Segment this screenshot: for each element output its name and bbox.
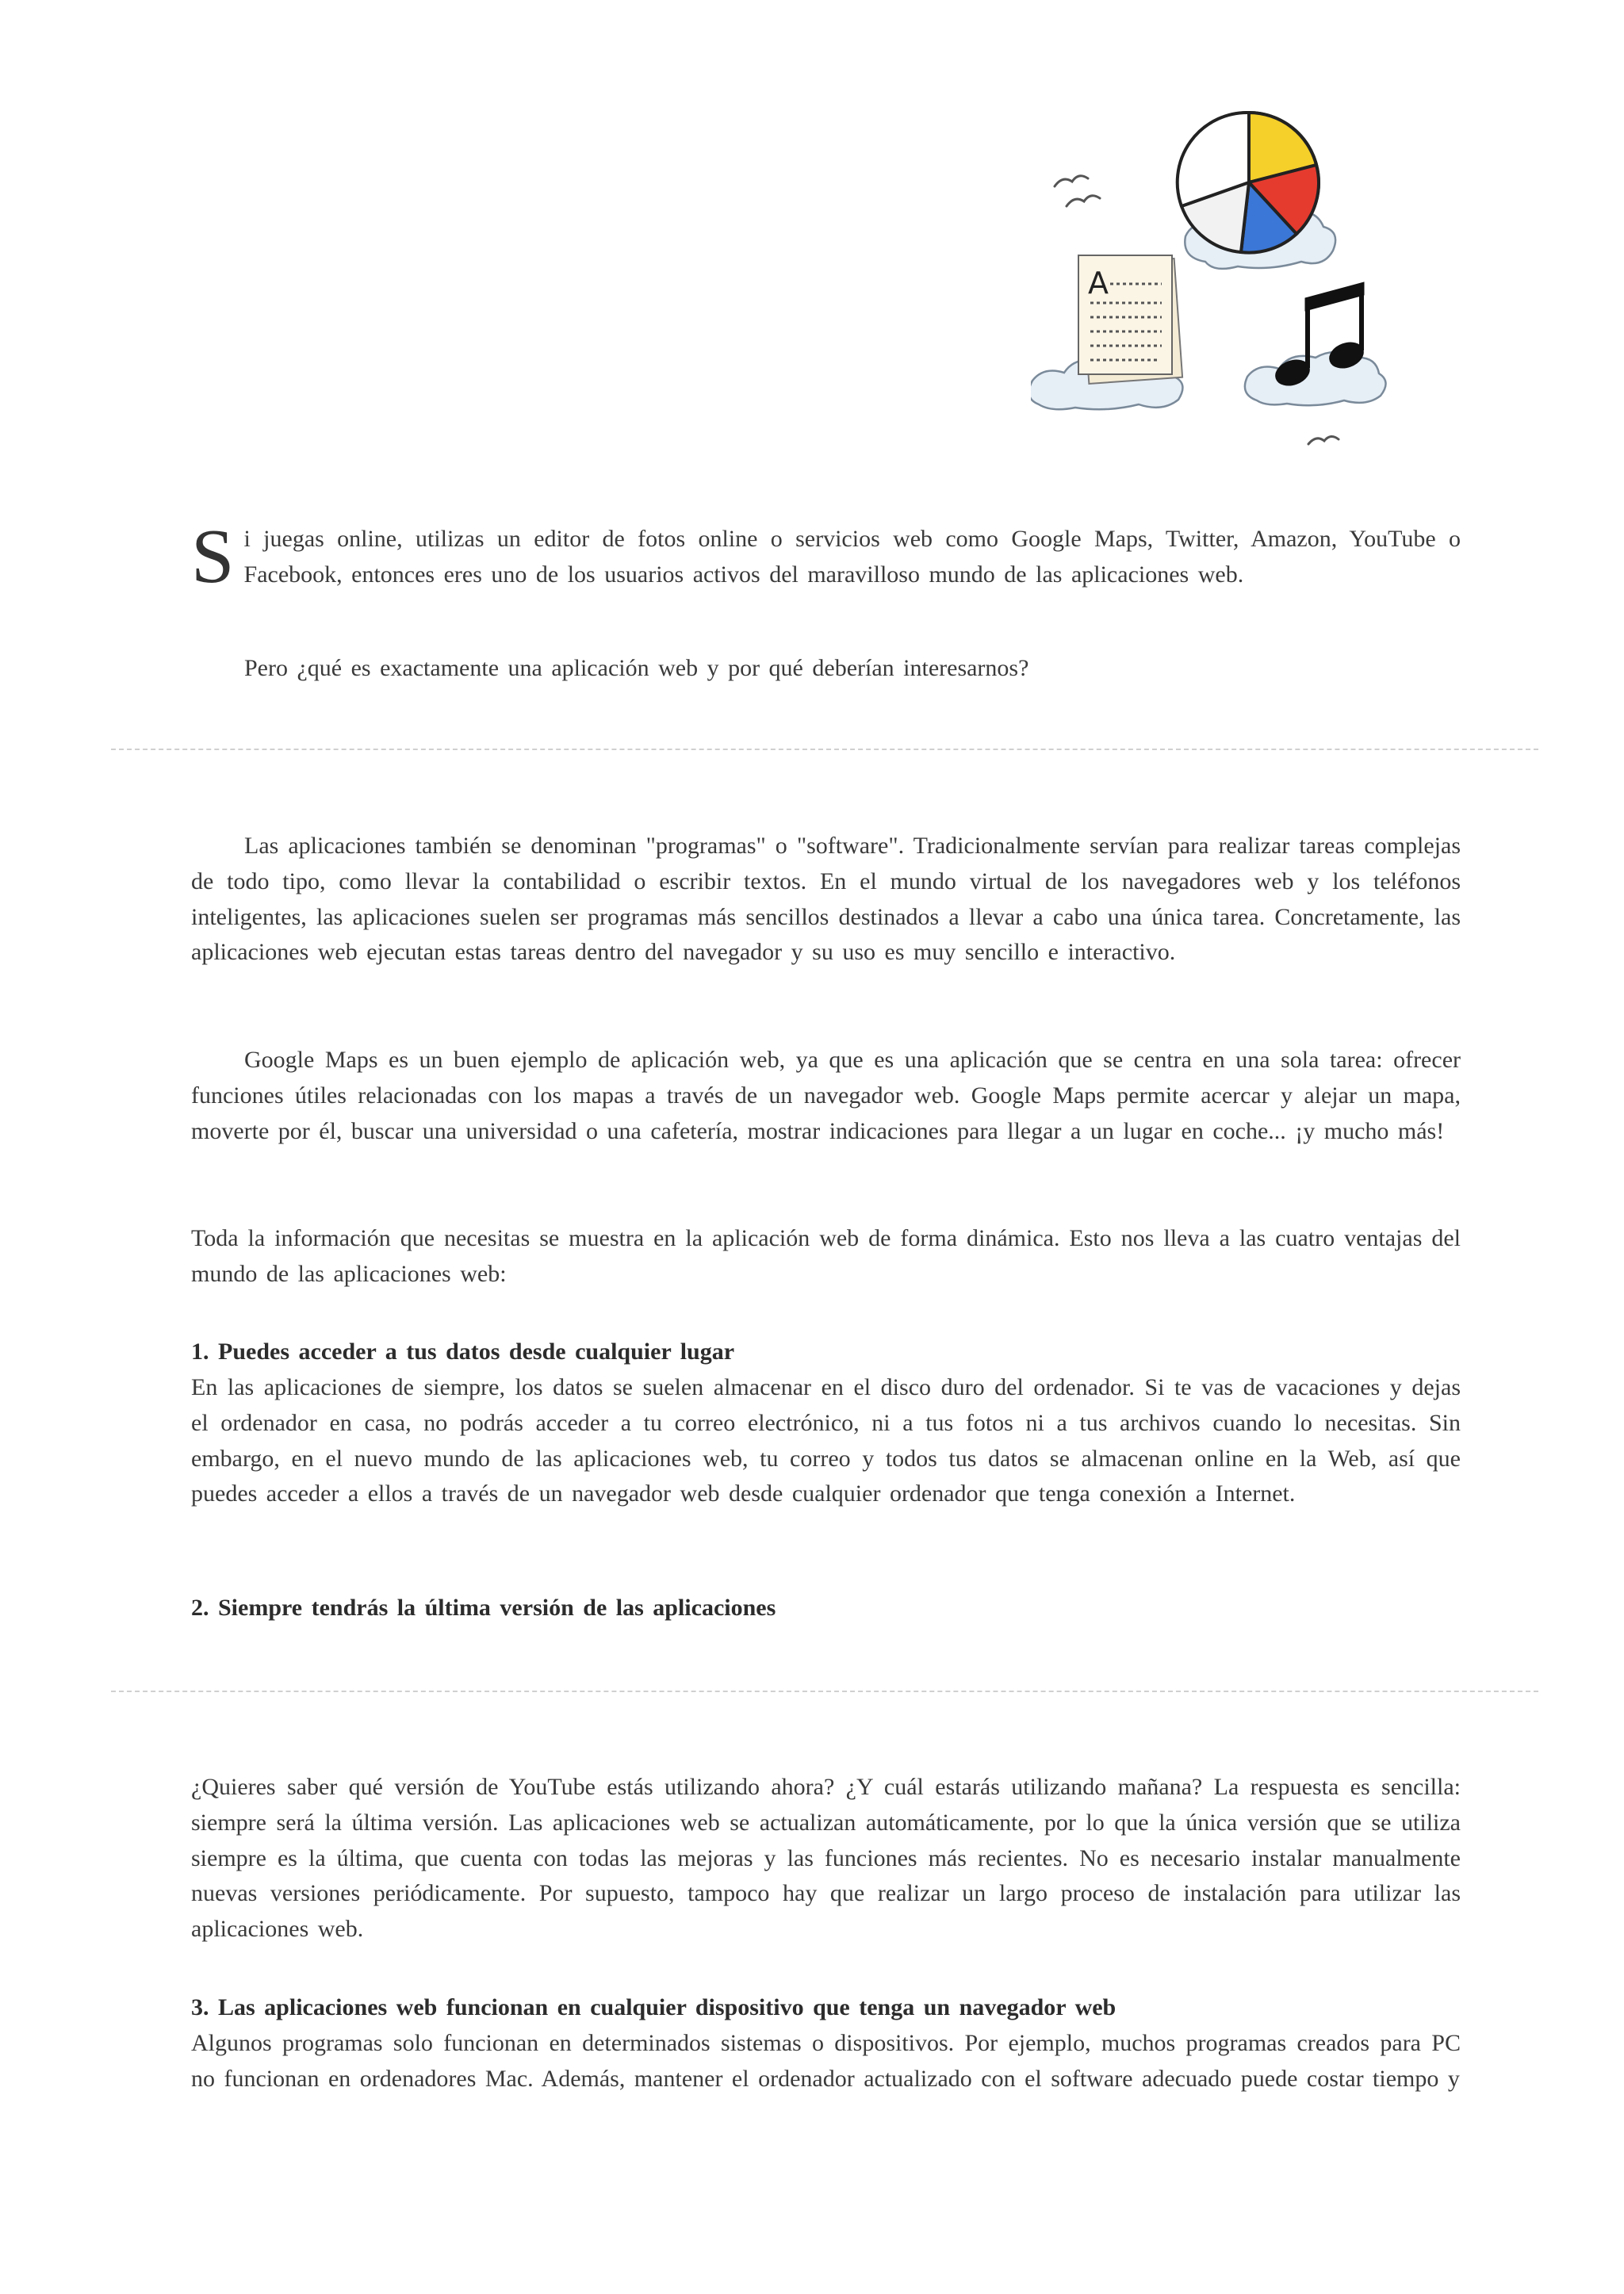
heading-advantage-3: 3. Las aplicaciones web funcionan en cualquier dispositivo que tenga un navegador web: [191, 1994, 1116, 2020]
intro-question: Pero ¿qué es exactamente una aplicación web y por qué deberían interesarnos?: [244, 655, 1029, 681]
paragraph-advantage-3: Algunos programas solo funcionan en determinados sistemas o dispositivos. Por ejemplo, muchos programas creados para PC no funcionan en ordenadores Mac. Además, mantener el ordenador actualizado con el software adecuado puede costar tiempo y: [191, 2030, 1461, 2092]
heading-advantage-2: 2. Siempre tendrás la última versión de las aplicaciones: [191, 1595, 776, 1621]
intro-paragraph: [191, 514, 1461, 599]
svg-text:A: A: [1088, 266, 1109, 301]
drop-cap: S: [191, 514, 235, 599]
heading-advantage-1: 1. Puedes acceder a tus datos desde cualquier lugar: [191, 1338, 735, 1365]
document-stack-icon: [1078, 255, 1182, 384]
pie-chart-ball-icon: [1178, 113, 1319, 253]
paragraph-youtube-version: ¿Quieres saber qué versión de YouTube estás utilizando ahora? ¿Y cuál estarás utilizando mañana? La respuesta es sencilla: siempre será la última versión. Las aplicaciones web se actualizan automáticamente, por lo que la única versión que se utiliza siempre es la última, que cuenta con todas las mejoras y las funciones más recientes. No es necesario instalar manualmente nuevas versiones periódicamente. Por supuesto, tampoco hay que realizar un largo proceso de instalación para utilizar las aplicaciones web.: [191, 1774, 1461, 1943]
intro-text: i juegas online, utilizas un editor de fotos online o servicios web como Google Maps, Twitter, Amazon, YouTube o Facebook, entonces eres uno de los usuarios activos del maravilloso mundo de las aplicaciones web.: [243, 526, 1461, 588]
paragraph-advantage-1: En las aplicaciones de siempre, los datos se suelen almacenar en el disco duro del ordenador. Si te vas de vacaciones y dejas el ordenador en casa, no podrás acceder a tu correo electrónico, ni a tus fotos ni a tus archivos cuando lo necesitas. Sin embargo, en el nuevo mundo de las aplicaciones web, tu correo y todos tus datos se almacenan online en la Web, así que puedes acceder a ellos a través de un navegador web desde cualquier ordenador que tenga conexión a Internet.: [191, 1374, 1461, 1507]
section-divider: [111, 1691, 1538, 1692]
paragraph-applications: Las aplicaciones también se denominan "programas" o "software". Tradicionalmente servían para realizar tareas complejas de todo tipo, como llevar la contabilidad o escribir textos. En el mundo virtual de los navegadores web y los teléfonos inteligentes, las aplicaciones suelen ser programas más sencillos destinados a llevar a cabo una única tarea. Concretamente, las aplicaciones web ejecutan estas tareas dentro del navegador y su uso es muy sencillo e interactivo.: [191, 833, 1461, 966]
paragraph-google-maps: Google Maps es un buen ejemplo de aplicación web, ya que es una aplicación que se centra en una sola tarea: ofrecer funciones útiles relacionadas con los mapas a través de un navegador web. Google Maps permite acercar y alejar un mapa, moverte por él, buscar una universidad o una cafetería, mostrar indicaciones para llegar a un lugar en coche... ¡y mucho más!: [191, 1047, 1461, 1144]
header-illustration: [1031, 95, 1411, 460]
paragraph-info: Toda la información que necesitas se muestra en la aplicación web de forma dinámica. Esto nos lleva a las cuatro ventajas del mundo de las aplicaciones web:: [191, 1225, 1461, 1287]
section-divider: [111, 749, 1538, 750]
